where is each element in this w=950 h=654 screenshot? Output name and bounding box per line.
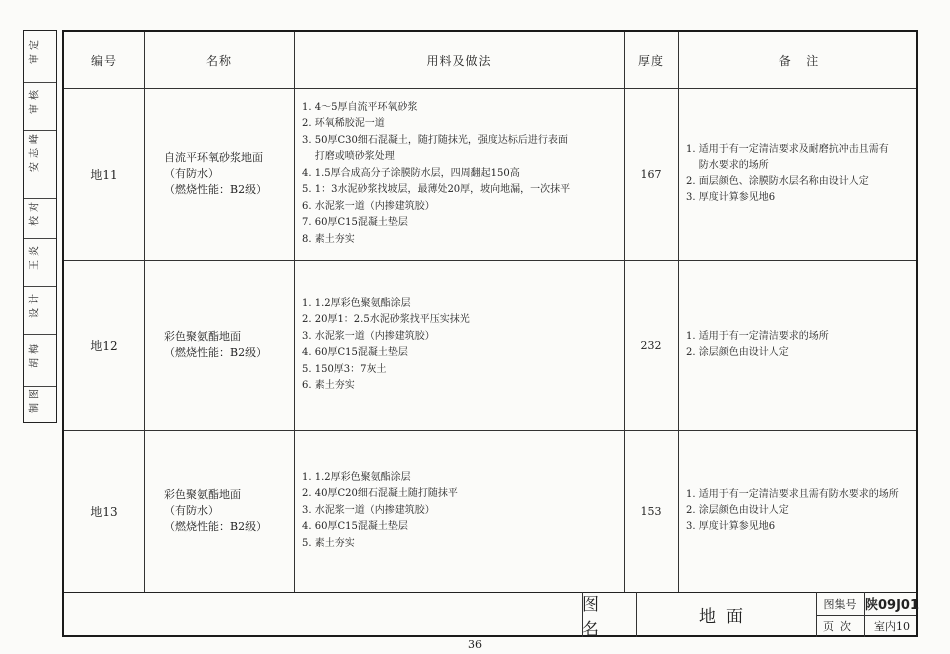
name-line: （有防水） <box>164 167 219 180</box>
step-line: 7. 60厚C15混凝土垫层 <box>302 217 408 229</box>
signature-strip <box>23 30 57 423</box>
name-line: 彩色聚氨酯地面 <box>164 488 241 501</box>
sig-label: 制图 <box>29 384 41 413</box>
note-line: 防水要求的场所 <box>686 160 769 171</box>
sig-label: 设计 <box>29 289 41 318</box>
step-line: 2. 40厚C20细石混凝土随打随抹平 <box>302 488 458 500</box>
sig-label: 胡梅 <box>29 339 41 368</box>
row-code: 地12 <box>90 338 118 353</box>
note-line: 1. 适用于有一定清洁要求及耐磨抗冲击且需有 <box>686 144 889 155</box>
sig-label: 校对 <box>29 197 41 226</box>
header-name: 名称 <box>205 53 232 68</box>
row-code: 地11 <box>90 167 118 182</box>
step-line: 1. 1.2厚彩色聚氨酯涂层 <box>302 297 411 309</box>
step-line: 2. 环氧稀胶泥一道 <box>302 118 385 130</box>
step-line: 3. 水泥浆一道（内掺建筑胶） <box>302 504 435 516</box>
sig-cell-designer-name <box>24 335 56 387</box>
row-thickness: 153 <box>640 504 662 518</box>
page-value: 室内10 <box>874 620 910 633</box>
grid-line <box>294 32 295 592</box>
step-line: 6. 素土夯实 <box>302 380 355 391</box>
name-line: （有防水） <box>164 504 219 517</box>
sig-label: 王炎 <box>29 241 41 270</box>
name-line: 彩色聚氨酯地面 <box>164 330 241 343</box>
row-name <box>164 260 294 430</box>
note-line: 1. 适用于有一定清洁要求的场所 <box>686 331 829 342</box>
floor-spec-table <box>62 30 920 640</box>
sig-label: 审核 <box>29 85 41 114</box>
step-line: 4. 60厚C15混凝土垫层 <box>302 521 408 533</box>
sig-cell-design <box>24 287 56 335</box>
step-line: 5. 1：3水泥砂浆找坡层，最薄处20厚，坡向地漏，一次抹平 <box>302 184 571 196</box>
name-line: （燃烧性能：B2级） <box>164 346 268 359</box>
sig-cell-approve <box>24 31 56 83</box>
step-line: 4. 60厚C15混凝土垫层 <box>302 347 408 358</box>
note-line: 2. 涂层颜色由设计人定 <box>686 347 789 358</box>
row-thickness: 167 <box>640 167 662 181</box>
note-line: 2. 面层颜色、涂膜防水层名称由设计人定 <box>686 176 869 187</box>
row-code: 地13 <box>90 504 118 519</box>
step-line: 1. 1.2厚彩色聚氨酯涂层 <box>302 471 411 483</box>
step-line: 6. 水泥浆一道（内掺建筑胶） <box>302 200 435 212</box>
row-steps <box>302 260 624 430</box>
row-notes <box>686 88 920 260</box>
row-thickness: 232 <box>640 338 662 352</box>
step-line: 打磨或喷砂浆处理 <box>302 151 395 163</box>
sig-cell-check <box>24 199 56 239</box>
step-line: 3. 50厚C30细石混凝土，随打随抹光，强度达标后进行表面 <box>302 134 568 146</box>
row-notes <box>686 260 920 430</box>
header-code: 编号 <box>90 53 117 68</box>
drawing-name: 地面 <box>699 607 753 627</box>
row-notes <box>686 430 920 592</box>
atlas-no: 陕09J01 <box>864 598 920 613</box>
page-label: 页次 <box>823 620 857 633</box>
grid-line <box>678 32 679 592</box>
step-line: 8. 素土夯实 <box>302 233 355 245</box>
step-line: 2. 20厚1：2.5水泥砂浆找平压实抹光 <box>302 314 470 325</box>
note-line: 3. 厚度计算参见地6 <box>686 521 776 532</box>
atlas-no-label: 图集号 <box>823 597 857 611</box>
sig-label: 安志峰 <box>29 129 41 172</box>
grid-line <box>144 32 145 592</box>
row-name <box>164 88 294 260</box>
header-notes: 备 注 <box>778 53 820 68</box>
name-line: 自流平环氧砂浆地面 <box>164 151 263 164</box>
step-line: 5. 素土夯实 <box>302 537 355 549</box>
name-line: （燃烧性能：B2级） <box>164 520 268 533</box>
page-number: 36 <box>468 638 482 651</box>
step-line: 3. 水泥浆一道（内掺建筑胶） <box>302 330 435 342</box>
note-line: 3. 厚度计算参见地6 <box>686 192 776 203</box>
sig-cell-reviewer-name <box>24 131 56 199</box>
drawing-name-label: 图名 <box>582 594 613 640</box>
row-name <box>164 430 294 592</box>
header-method: 用料及做法 <box>426 53 492 68</box>
sig-label: 审定 <box>29 35 41 64</box>
sig-cell-review <box>24 83 56 131</box>
note-line: 2. 涂层颜色由设计人定 <box>686 505 789 516</box>
header-thickness: 厚度 <box>637 53 664 68</box>
row-steps <box>302 430 624 592</box>
sig-cell-checker-name <box>24 239 56 287</box>
note-line: 1. 适用于有一定清洁要求且需有防水要求的场所 <box>686 489 899 500</box>
name-line: （燃烧性能：B2级） <box>164 183 268 196</box>
step-line: 1. 4～5厚自流平环氧砂浆 <box>302 101 418 113</box>
step-line: 5. 150厚3：7灰土 <box>302 363 387 375</box>
row-steps <box>302 88 624 260</box>
step-line: 4. 1.5厚合成高分子涂膜防水层，四周翻起150高 <box>302 167 520 179</box>
sig-cell-draw <box>24 384 56 424</box>
